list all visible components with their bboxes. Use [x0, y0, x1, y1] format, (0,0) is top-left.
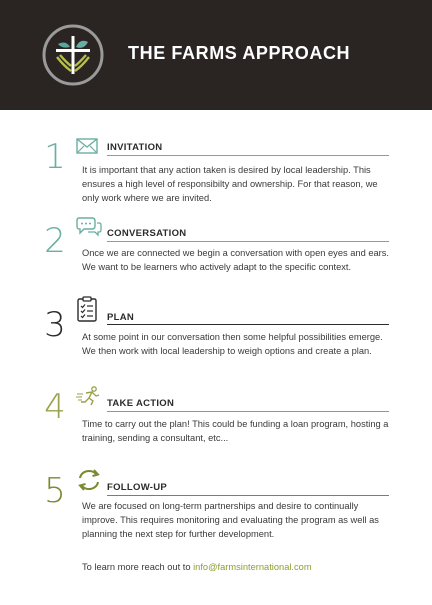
- step-number: 1: [44, 137, 66, 177]
- step-heading: CONVERSATION: [107, 228, 187, 239]
- step-divider: [107, 324, 389, 325]
- step-description: It is important that any action taken is desired by local leadership. This ensures a high level of responsibilty and ownership. For that reason, we only work where we are invited.: [82, 165, 378, 203]
- step-description: We are focused on long-term partnerships and desire to continually improve. This requires monitoring and evaluating the program as well as planning the next step for further development.: [82, 501, 379, 539]
- step-heading: TAKE ACTION: [107, 398, 175, 409]
- step-description: Time to carry out the plan! This could be funding a loan program, hosting a training, sending a consultant, etc...: [82, 419, 389, 443]
- contact-text: To learn more reach out to: [82, 562, 194, 572]
- step-divider: [107, 495, 389, 496]
- page-title: THE FARMS APPROACH: [128, 43, 351, 63]
- step-description: Once we are connected we begin a conversation with open eyes and ears. We want to be learners who actively adapt to the specific context.: [82, 248, 389, 272]
- step-number: 3: [44, 305, 66, 345]
- step-number: 2: [44, 221, 66, 261]
- contact-email-link[interactable]: info@farmsinternational.com: [193, 562, 312, 572]
- envelope-icon: [76, 138, 98, 159]
- header-banner: [0, 0, 432, 110]
- step-divider: [107, 155, 389, 156]
- refresh-arrows-icon: [76, 468, 102, 497]
- step-divider: [107, 241, 389, 242]
- farms-logo-icon: [42, 24, 104, 86]
- step-number: 5: [44, 471, 66, 511]
- running-person-icon: [76, 386, 102, 411]
- step-heading: INVITATION: [107, 142, 163, 153]
- clipboard-checklist-icon: [76, 296, 98, 327]
- contact-line: [82, 562, 312, 572]
- step-heading: FOLLOW-UP: [107, 482, 168, 493]
- step-divider: [107, 411, 389, 412]
- chat-bubbles-icon: [76, 216, 102, 243]
- step-heading: PLAN: [107, 312, 135, 323]
- step-number: 4: [44, 387, 66, 427]
- step-description: At some point in our conversation then some helpful possibilities emerge. We then work with local leadership to weigh options and create a plan.: [82, 332, 383, 356]
